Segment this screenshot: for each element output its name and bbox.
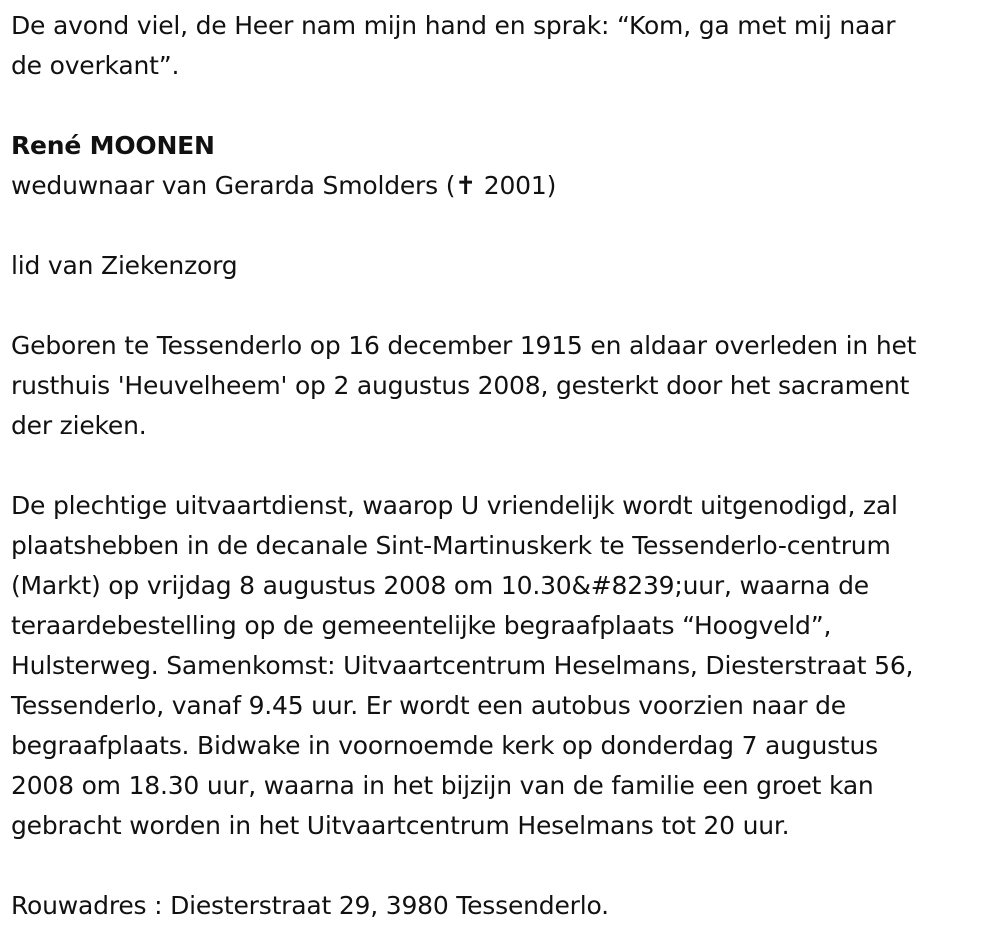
- paragraph-line: Geboren te Tessenderlo op 16 december 1915 en aldaar overleden in het: [11, 331, 917, 360]
- paragraph-line: Tessenderlo, vanaf 9.45 uur. Er wordt een autobus voorzien naar de: [11, 691, 846, 720]
- spacer: [11, 846, 996, 886]
- paragraph-line: (Markt) op vrijdag 8 augustus 2008 om 10.30&#8239;uur, waarna de: [11, 571, 869, 600]
- paragraph-line: der zieken.: [11, 411, 147, 440]
- obituary-document: [11, 6, 996, 926]
- quote-block: [11, 6, 996, 86]
- paragraph-line: begraafplaats. Bidwake in voornoemde kerk op donderdag 7 augustus: [11, 731, 879, 760]
- spacer: [11, 286, 996, 326]
- paragraph-line: gebracht worden in het Uitvaartcentrum Heselmans tot 20 uur.: [11, 811, 790, 840]
- spouse-line: weduwnaar van Gerarda Smolders (✝ 2001): [11, 171, 557, 200]
- paragraph-line: rusthuis 'Heuvelheem' op 2 augustus 2008, gesterkt door het sacrament: [11, 371, 910, 400]
- mourning-address: Rouwadres : Diesterstraat 29, 3980 Tessenderlo.: [11, 891, 609, 920]
- spacer: [11, 446, 996, 486]
- paragraph-line: teraardebestelling op de gemeentelijke begraafplaats “Hoogveld”,: [11, 611, 832, 640]
- spacer: [11, 86, 996, 126]
- paragraph-line: Hulsterweg. Samenkomst: Uitvaartcentrum Heselmans, Diesterstraat 56,: [11, 651, 914, 680]
- quote-line: de overkant”.: [11, 51, 180, 80]
- deceased-name: René MOONEN: [11, 131, 215, 160]
- paragraph-line: 2008 om 18.30 uur, waarna in het bijzijn van de familie een groet kan: [11, 771, 874, 800]
- paragraph-line: De plechtige uitvaartdienst, waarop U vriendelijk wordt uitgenodigd, zal: [11, 491, 898, 520]
- spacer: [11, 206, 996, 246]
- ceremony-paragraph: [11, 486, 996, 846]
- quote-line: De avond viel, de Heer nam mijn hand en sprak: “Kom, ga met mij naar: [11, 11, 896, 40]
- birth-death-paragraph: [11, 326, 996, 446]
- membership-line: lid van Ziekenzorg: [11, 251, 238, 280]
- paragraph-line: plaatshebben in de decanale Sint-Martinuskerk te Tessenderlo-centrum: [11, 531, 891, 560]
